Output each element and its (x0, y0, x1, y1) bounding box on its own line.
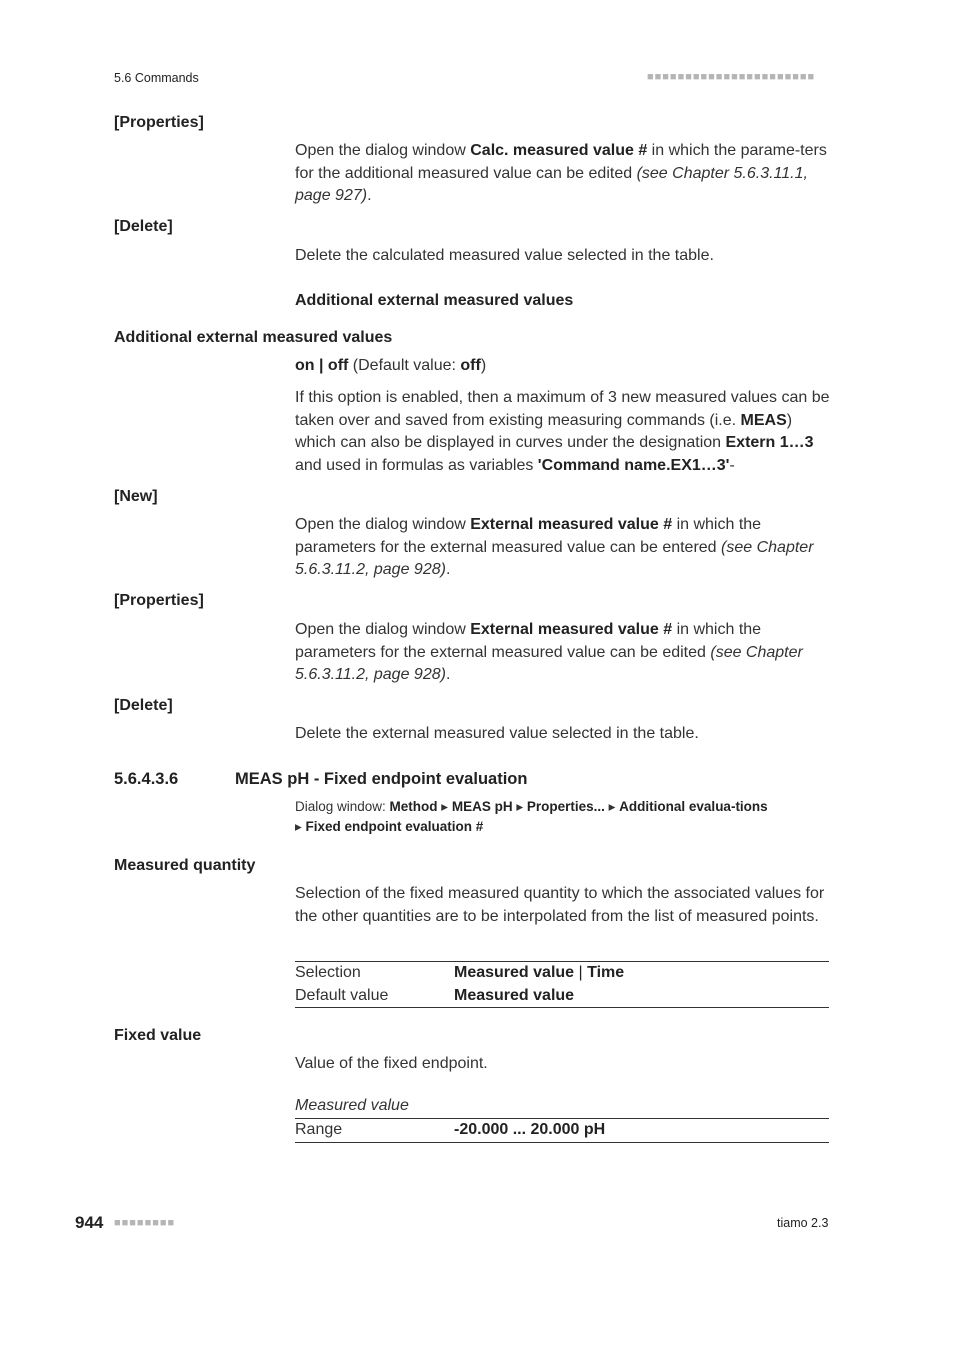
header-dot-bar: ■■■■■■■■■■■■■■■■■■■■■■ (647, 71, 816, 83)
selection-value: Measured value | Time (454, 964, 625, 981)
properties-external-description: Open the dialog window External measured value # in which the parameters for the external measured value can be edited (see Chapter 5.6.3.11.2, page 928). (295, 621, 803, 683)
page-number: 944 (75, 1213, 104, 1232)
fixed-value-heading: Fixed value (114, 1027, 202, 1044)
default-value-label: Default value (295, 986, 389, 1004)
product-name: tiamo 2.3 (777, 1216, 829, 1230)
new-heading: [New] (114, 488, 158, 505)
properties-heading: [Properties] (114, 114, 204, 131)
measured-quantity-table (295, 961, 829, 1008)
selection-label: Selection (295, 964, 361, 981)
dialog-path: Dialog window: Method ▸ MEAS pH ▸ Properties... ▸ Additional evalua-tions ▸ Fixed endpoint evaluation # (295, 799, 768, 834)
section-title: MEAS pH - Fixed endpoint evaluation (235, 770, 528, 788)
delete-description: Delete the calculated measured value selected in the table. (295, 247, 714, 264)
delete-external-description: Delete the external measured value selected in the table. (295, 725, 699, 742)
measured-quantity-description: Selection of the fixed measured quantity to which the associated values for the other quantities are to be interpolated from the list of measured points. (295, 885, 825, 925)
external-values-default: on | off (Default value: off) (295, 357, 487, 374)
fixed-value-description: Value of the fixed endpoint. (295, 1055, 488, 1072)
measured-quantity-heading: Measured quantity (114, 857, 256, 874)
fixed-value-caption: Measured value (295, 1097, 409, 1114)
fixed-value-table (295, 1118, 829, 1143)
range-label: Range (295, 1121, 343, 1138)
range-value: -20.000 ... 20.000 pH (454, 1121, 606, 1138)
subheading-external-values: Additional external measured values (295, 292, 574, 309)
new-description: Open the dialog window External measured value # in which the parameters for the external measured value can be entered (see Chapter 5.6.3.11.2, page 928). (295, 516, 814, 578)
external-values-heading: Additional external measured values (114, 329, 393, 346)
table-row (295, 962, 829, 985)
table-row (295, 985, 829, 1008)
section-number: 5.6.4.3.6 (114, 770, 179, 788)
properties-description: Open the dialog window Calc. measured value # in which the parame-ters for the additional measured value can be edited (see Chapter 5.6.3.11.1, page 927). (295, 142, 827, 204)
table-row (295, 1119, 829, 1143)
running-header-section: 5.6 Commands (114, 71, 199, 85)
default-value-value: Measured value (454, 986, 575, 1004)
footer-dot-bar: ■■■■■■■■ (114, 1217, 176, 1229)
delete-external-heading: [Delete] (114, 697, 173, 714)
delete-heading: [Delete] (114, 218, 173, 235)
external-values-description: If this option is enabled, then a maximum of 3 new measured values can be taken over and saved from existing measuring commands (i.e. MEAS) which can also be displayed in curves under the designation Extern 1…3 and used in formulas as variables 'Command name.EX1…3'- (295, 389, 830, 474)
properties-external-heading: [Properties] (114, 592, 204, 609)
